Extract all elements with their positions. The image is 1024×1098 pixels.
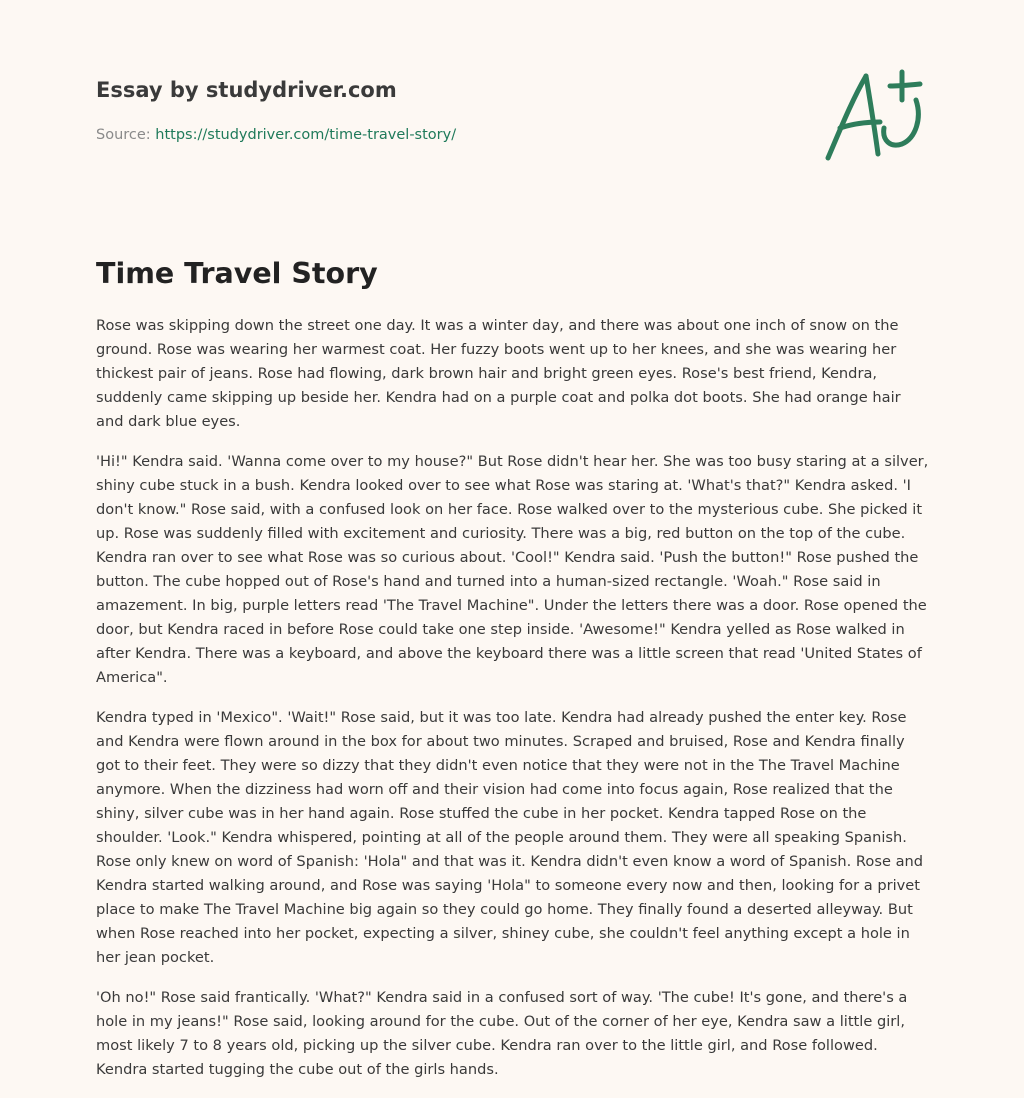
paragraph: 'Hi!" Kendra said. 'Wanna come over to my house?" But Rose didn't hear her. She was too busy staring at a silver, shiny cube stuck in a bush. Kendra looked over to see what Rose was staring at. 'What's that?" Kendra asked. 'I don't know." Rose said, with a confused look on her face. Rose walked over to the mysterious cube. She picked it up. Rose was suddenly filled with excitement and curiosity. There was a big, red button on the top of the cube. Kendra ran over to see what Rose was so curious about. 'Cool!" Kendra said. 'Push the button!" Rose pushed the button. The cube hopped out of Rose's hand and turned into a human-sized rectangle. 'Woah." Rose said in amazement. In big, purple letters read 'The Travel Machine". Under the letters there was a door. Rose opened the door, but Kendra raced in before Rose could take one step inside. 'Awesome!" Kendra yelled as Rose walked in after Kendra. There was a keyboard, and above the keyboard there was a little screen that read 'United States of America". [96,453,929,686]
source-link[interactable]: https://studydriver.com/time-travel-story/ [155,127,457,143]
essay-body [96,314,930,1098]
essay-header [96,72,796,146]
a-plus-icon [822,66,926,164]
site-brand: Essay by studydriver.com [96,78,397,102]
paragraph: Rose was skipping down the street one day. It was a winter day, and there was about one inch of snow on the ground. Rose was wearing her warmest coat. Her fuzzy boots went up to her knees, and she was wearing her thickest pair of jeans. Rose had flowing, dark brown hair and bright green eyes. Rose's best friend, Kendra, suddenly came skipping up beside her. Kendra had on a purple coat and polka dot boots. She had orange hair and dark blue eyes. [96,317,901,430]
document-title: Time Travel Story [96,257,378,290]
source-label: Source: [96,127,151,143]
paragraph: 'Oh no!" Rose said frantically. 'What?" Kendra said in a confused sort of way. 'The cube! It's gone, and there's a hole in my jeans!" Rose said, looking around for the cube. Out of the corner of her eye, Kendra saw a little girl, most likely 7 to 8 years old, picking up the silver cube. Kendra ran over to the little girl, and Rose followed. Kendra started tugging the cube out of the girls hands. [96,989,908,1078]
source-line [96,124,796,146]
paragraph: Kendra typed in 'Mexico". 'Wait!" Rose said, but it was too late. Kendra had already pushed the enter key. Rose and Kendra were flown around in the box for about two minutes. Scraped and bruised, Rose and Kendra finally got to their feet. They were so dizzy that they didn't even notice that they were not in the The Travel Machine anymore. When the dizziness had worn off and their vision had come into focus again, Rose realized that the shiny, silver cube was in her hand again. Rose stuffed the cube in her pocket. Kendra tapped Rose on the shoulder. 'Look." Kendra whispered, pointing at all of the people around them. They were all speaking Spanish. Rose only knew on word of Spanish: 'Hola" and that was it. Kendra didn't even know a word of Spanish. Rose and Kendra started walking around, and Rose was saying 'Hola" to someone every now and then, looking for a privet place to make The Travel Machine big again so they could go home. They finally found a deserted alleyway. But when Rose reached into her pocket, expecting a silver, shiney cube, she couldn't feel anything except a hole in her jean pocket. [96,709,924,966]
